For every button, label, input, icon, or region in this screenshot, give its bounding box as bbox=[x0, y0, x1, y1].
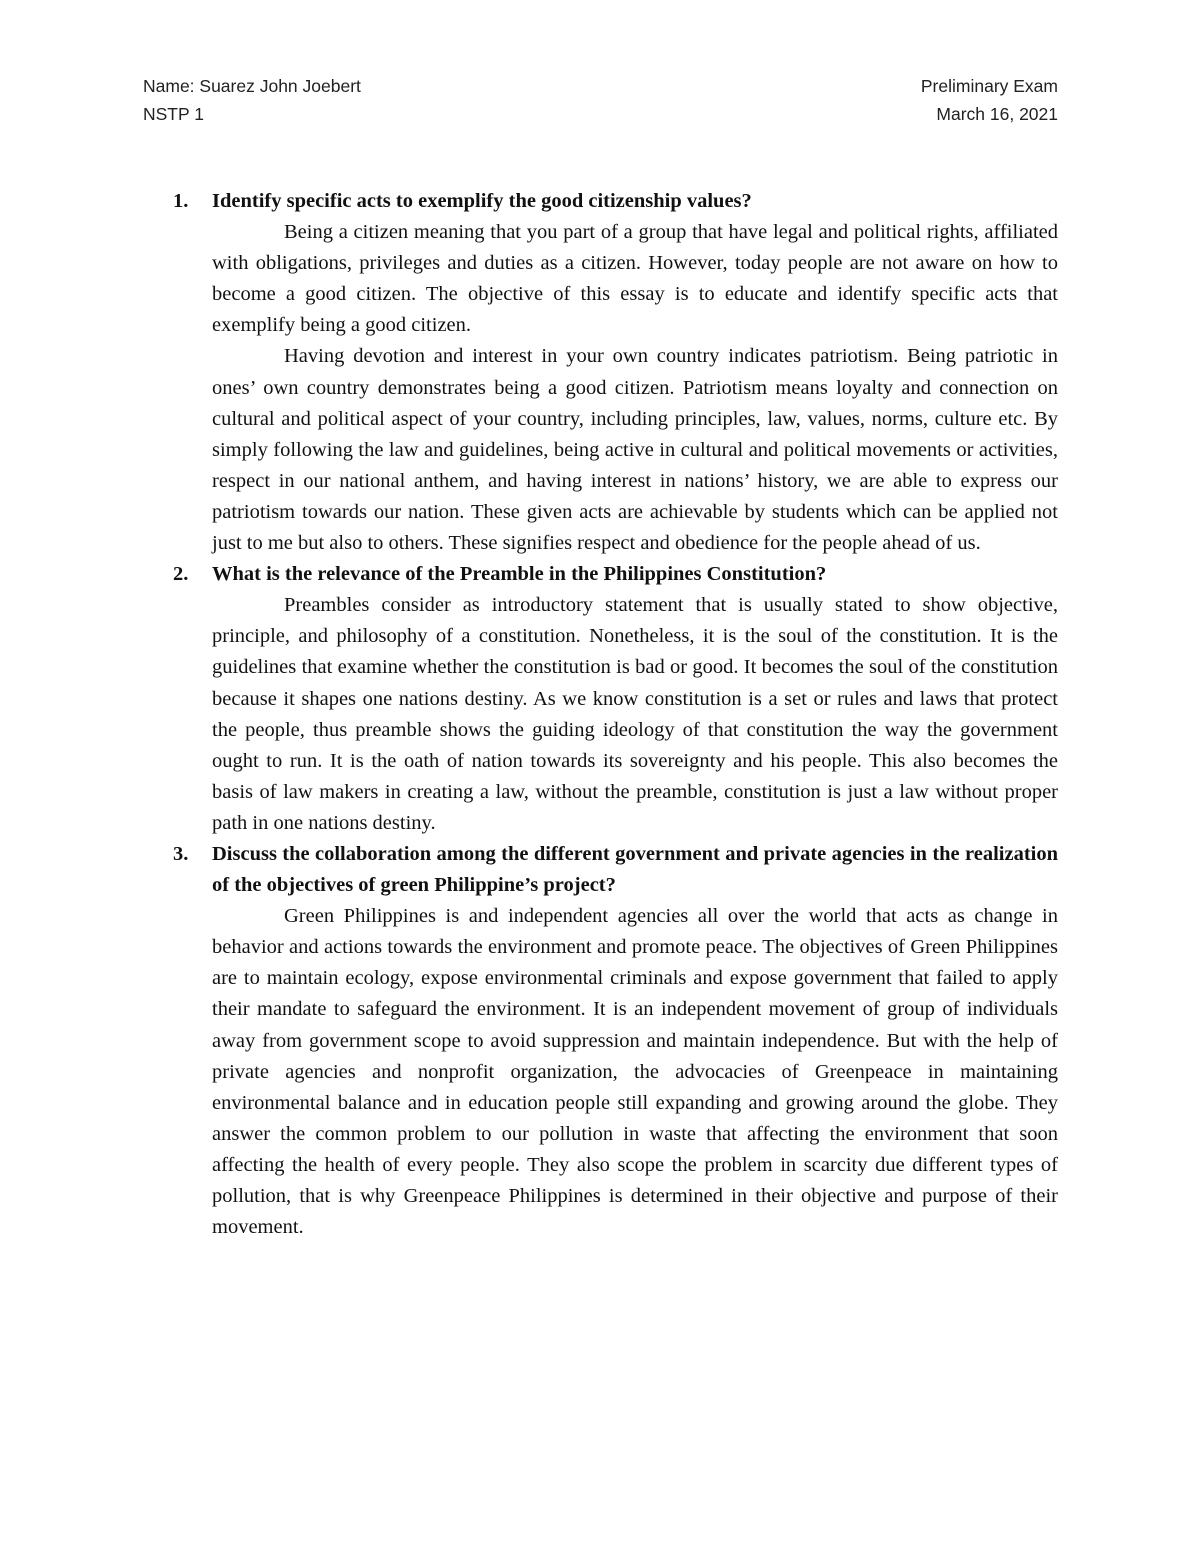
header-row-1 bbox=[143, 72, 1058, 100]
answer-paragraph: Being a citizen meaning that you part of a group that have legal and political rights, affiliated with obligations, privileges and duties as a citizen. However, today people are not aware on how to become a good citizen. The objective of this essay is to educate and identify specific acts that exemplify being a good citizen. bbox=[212, 221, 1058, 337]
answer-paragraph: Green Philippines is and independent agencies all over the world that acts as change in behavior and actions towards the environment and promote peace. The objectives of Green Philippines are to maintain ecology, expose environmental criminals and expose government that failed to apply their mandate to safeguard the environment. It is an independent movement of group of individuals away from government scope to avoid suppression and maintain independence. But with the help of private agencies and nonprofit organization, the advocacies of Greenpeace in maintaining environmental balance and in education people still expanding and growing around the globe. They answer the common problem to our pollution in waste that affecting the environment that soon affecting the health of every people. They also scope the problem in scarcity due different types of pollution, that is why Greenpeace Philippines is determined in their objective and purpose of their movement. bbox=[212, 905, 1058, 1239]
course-code: NSTP 1 bbox=[143, 104, 204, 124]
question-3 bbox=[143, 839, 1058, 1243]
question-title: Identify specific acts to exemplify the good citizenship values? bbox=[212, 190, 752, 212]
answer-paragraph: Having devotion and interest in your own country indicates patriotism. Being patriotic in ones’ own country demonstrates being a good citizen. Patriotism means loyalty and connection on cultural and political aspect of your country, including principles, law, values, norms, culture etc. By simply following the law and guidelines, being active in cultural and political movements or activities, respect in our national anthem, and having interest in nations’ history, we are able to express our patriotism towards our nation. These given acts are achievable by students which can be applied not just to me but also to others. These signifies respect and obedience for the people ahead of us. bbox=[212, 345, 1058, 555]
student-name: Name: Suarez John Joebert bbox=[143, 76, 361, 96]
exam-answers bbox=[143, 186, 1058, 1243]
answer-paragraph: Preambles consider as introductory statement that is usually stated to show objective, principle, and philosophy of a constitution. Nonetheless, it is the soul of the constitution. It is the guidelines that examine whether the constitution is bad or good. It becomes the soul of the constitution because it shapes one nations destiny. As we know constitution is a set or rules and laws that protect the people, thus preamble shows the guiding ideology of that constitution the way the government ought to run. It is the oath of nation towards its sovereignty and his people. This also becomes the basis of law makers in creating a law, without the preamble, constitution is just a law without proper path in one nations destiny. bbox=[212, 594, 1058, 834]
question-title: Discuss the collaboration among the different government and private agencies in the realization of the objectives of green Philippine’s project? bbox=[212, 842, 1058, 897]
exam-date: March 16, 2021 bbox=[936, 104, 1058, 124]
exam-title: Preliminary Exam bbox=[920, 76, 1058, 96]
question-number: 3. bbox=[173, 842, 189, 865]
question-title: What is the relevance of the Preamble in the Philippines Constitution? bbox=[212, 563, 827, 586]
question-2 bbox=[143, 559, 1058, 839]
header-row-2 bbox=[143, 100, 1058, 128]
question-1 bbox=[143, 186, 1058, 559]
question-number: 1. bbox=[173, 190, 189, 212]
document-header bbox=[143, 72, 1058, 128]
question-number: 2. bbox=[173, 563, 189, 586]
